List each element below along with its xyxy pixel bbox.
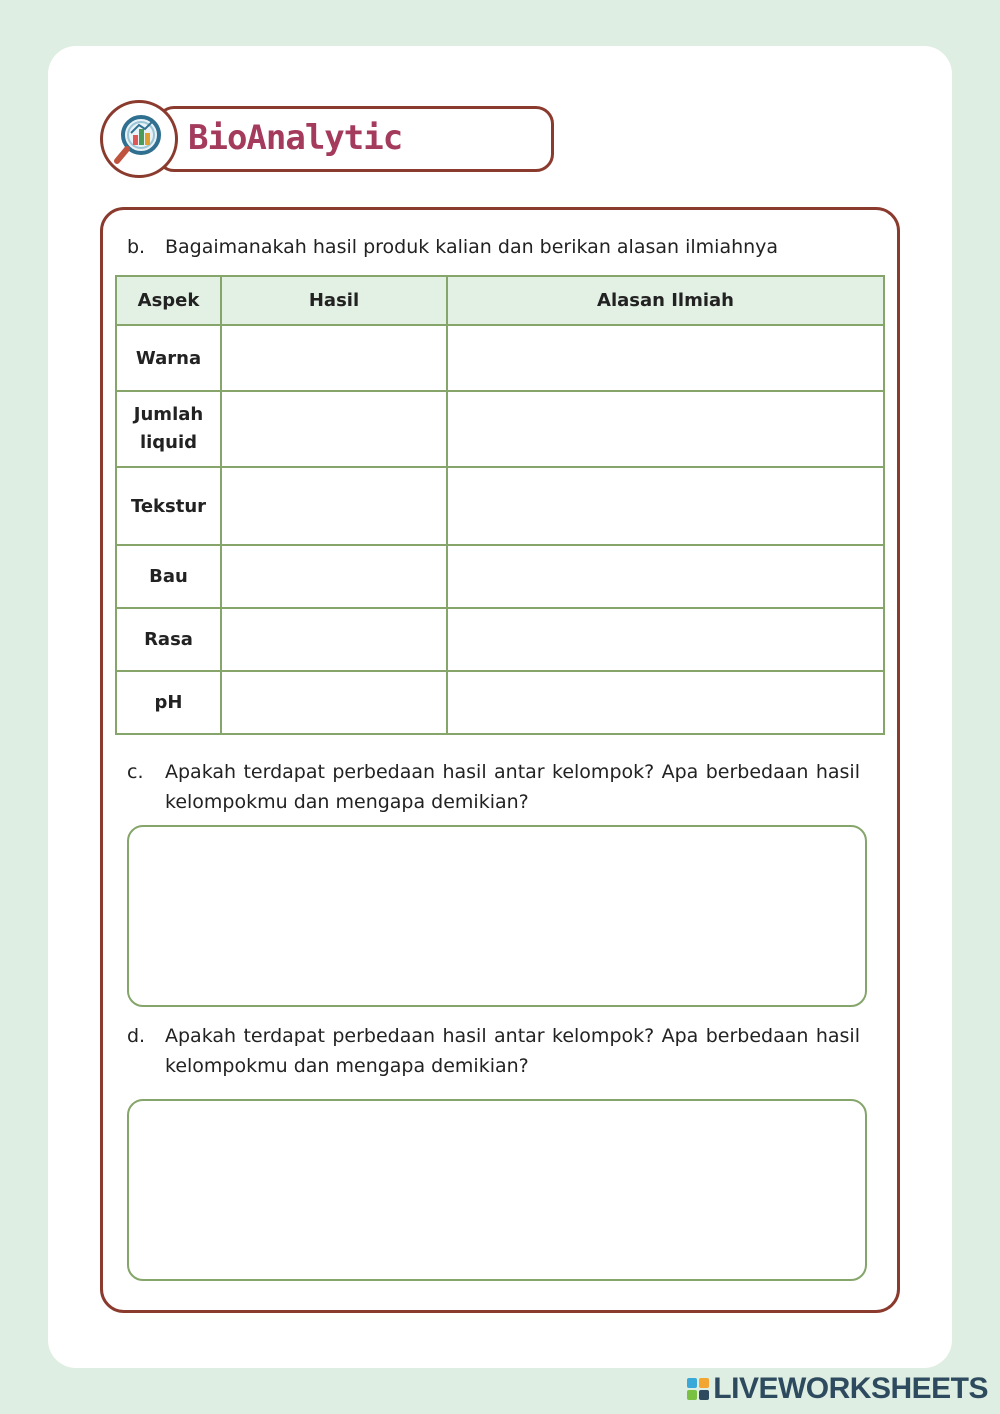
- aspect-table: [115, 275, 885, 735]
- hasil-cell[interactable]: [221, 467, 447, 545]
- aspect-label: Rasa: [116, 608, 221, 671]
- aspect-label: Bau: [116, 545, 221, 608]
- alasan-cell[interactable]: [447, 467, 884, 545]
- question-c-text: Apakah terdapat perbedaan hasil antar kelompok? Apa berbedaan hasil kelompokmu dan mengapa demikian?: [165, 761, 860, 813]
- alasan-cell[interactable]: [447, 325, 884, 391]
- hasil-cell[interactable]: [221, 608, 447, 671]
- header-aspek: Aspek: [116, 276, 221, 325]
- alasan-cell[interactable]: [447, 671, 884, 734]
- magnifier-chart-icon: [111, 111, 167, 167]
- hasil-cell[interactable]: [221, 671, 447, 734]
- alasan-cell[interactable]: [447, 545, 884, 608]
- aspect-label: Jumlah liquid: [116, 391, 221, 467]
- question-c-letter: c.: [127, 761, 144, 783]
- question-c: [127, 757, 862, 819]
- aspect-label: Tekstur: [116, 467, 221, 545]
- question-d: [127, 1021, 862, 1083]
- header-alasan-ilmiah: Alasan Ilmiah: [447, 276, 884, 325]
- answer-box-c[interactable]: [127, 825, 867, 1007]
- question-d-letter: d.: [127, 1025, 146, 1047]
- table-row: [116, 325, 884, 391]
- table-row: [116, 391, 884, 467]
- alasan-cell[interactable]: [447, 608, 884, 671]
- liveworksheets-logo-icon: [687, 1378, 709, 1400]
- table-header-row: [116, 276, 884, 325]
- table-row: [116, 608, 884, 671]
- hasil-cell[interactable]: [221, 325, 447, 391]
- question-d-text: Apakah terdapat perbedaan hasil antar kelompok? Apa berbedaan hasil kelompokmu dan mengapa demikian?: [165, 1025, 860, 1077]
- header-hasil: Hasil: [221, 276, 447, 325]
- question-b-letter: b.: [127, 236, 146, 258]
- question-b-text: Bagaimanakah hasil produk kalian dan berikan alasan ilmiahnya: [165, 236, 779, 258]
- hasil-cell[interactable]: [221, 391, 447, 467]
- footer-brand[interactable]: [687, 1372, 988, 1406]
- answer-box-d[interactable]: [127, 1099, 867, 1281]
- aspect-label: pH: [116, 671, 221, 734]
- table-row: [116, 467, 884, 545]
- aspect-label: Warna: [116, 325, 221, 391]
- table-row: [116, 671, 884, 734]
- footer-brand-text: LIVEWORKSHEETS: [713, 1372, 988, 1405]
- alasan-cell[interactable]: [447, 391, 884, 467]
- brand-logo: [100, 100, 178, 178]
- question-b: [127, 232, 867, 262]
- table-row: [116, 545, 884, 608]
- brand-title: BioAnalytic: [188, 118, 403, 158]
- hasil-cell[interactable]: [221, 545, 447, 608]
